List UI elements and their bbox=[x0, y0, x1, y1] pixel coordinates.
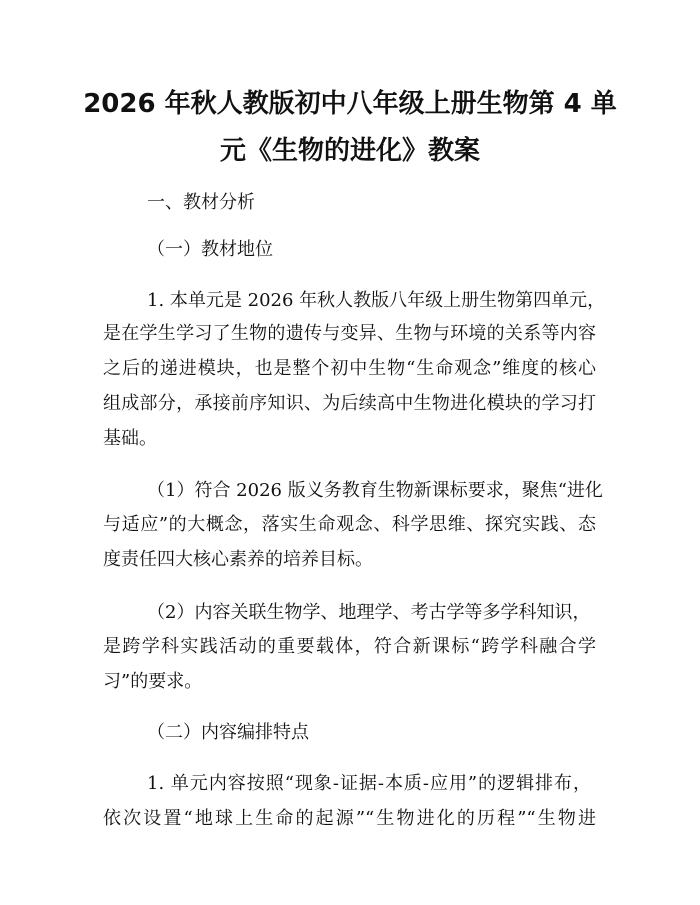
paragraph-line: 基础。 bbox=[103, 428, 157, 449]
document-title-line-2: 元《生物的进化》教案 bbox=[219, 136, 480, 166]
subheading-content-arrangement: （二）内容编排特点 bbox=[147, 722, 309, 743]
paragraph-line: 习”的要求。 bbox=[103, 671, 203, 692]
paragraph-line: 是跨学科实践活动的重要载体，符合新课标“跨学科融合学 bbox=[103, 636, 596, 657]
paragraph-line: 组成部分，承接前序知识、为后续高中生物进化模块的学习打 bbox=[103, 393, 596, 414]
paragraph-line: （2）内容关联生物学、地理学、考古学等多学科知识， bbox=[147, 602, 591, 623]
paragraph-line: 是在学生学习了生物的遗传与变异、生物与环境的关系等内容 bbox=[103, 323, 596, 344]
paragraph-line: （1）符合 2026 版义务教育生物新课标要求，聚焦“进化 bbox=[147, 480, 603, 501]
paragraph-line: 之后的递进模块，也是整个初中生物“生命观念”维度的核心 bbox=[103, 358, 596, 379]
section-heading-analysis: 一、教材分析 bbox=[147, 192, 255, 213]
paragraph-line: 1. 本单元是 2026 年秋人教版八年级上册生物第四单元， bbox=[147, 290, 606, 311]
subheading-textbook-position: （一）教材地位 bbox=[147, 239, 273, 260]
paragraph-line: 1. 单元内容按照“现象-证据-本质-应用”的逻辑排布， bbox=[147, 773, 591, 794]
paragraph-line: 与适应”的大概念，落实生命观念、科学思维、探究实践、态 bbox=[103, 514, 596, 535]
paragraph-line: 依次设置“地球上生命的起源”“生物进化的历程”“生物进 bbox=[103, 808, 596, 829]
document-title-line-1: 2026 年秋人教版初中八年级上册生物第 4 单 bbox=[83, 89, 617, 119]
paragraph-line: 度责任四大核心素养的培养目标。 bbox=[103, 549, 373, 570]
